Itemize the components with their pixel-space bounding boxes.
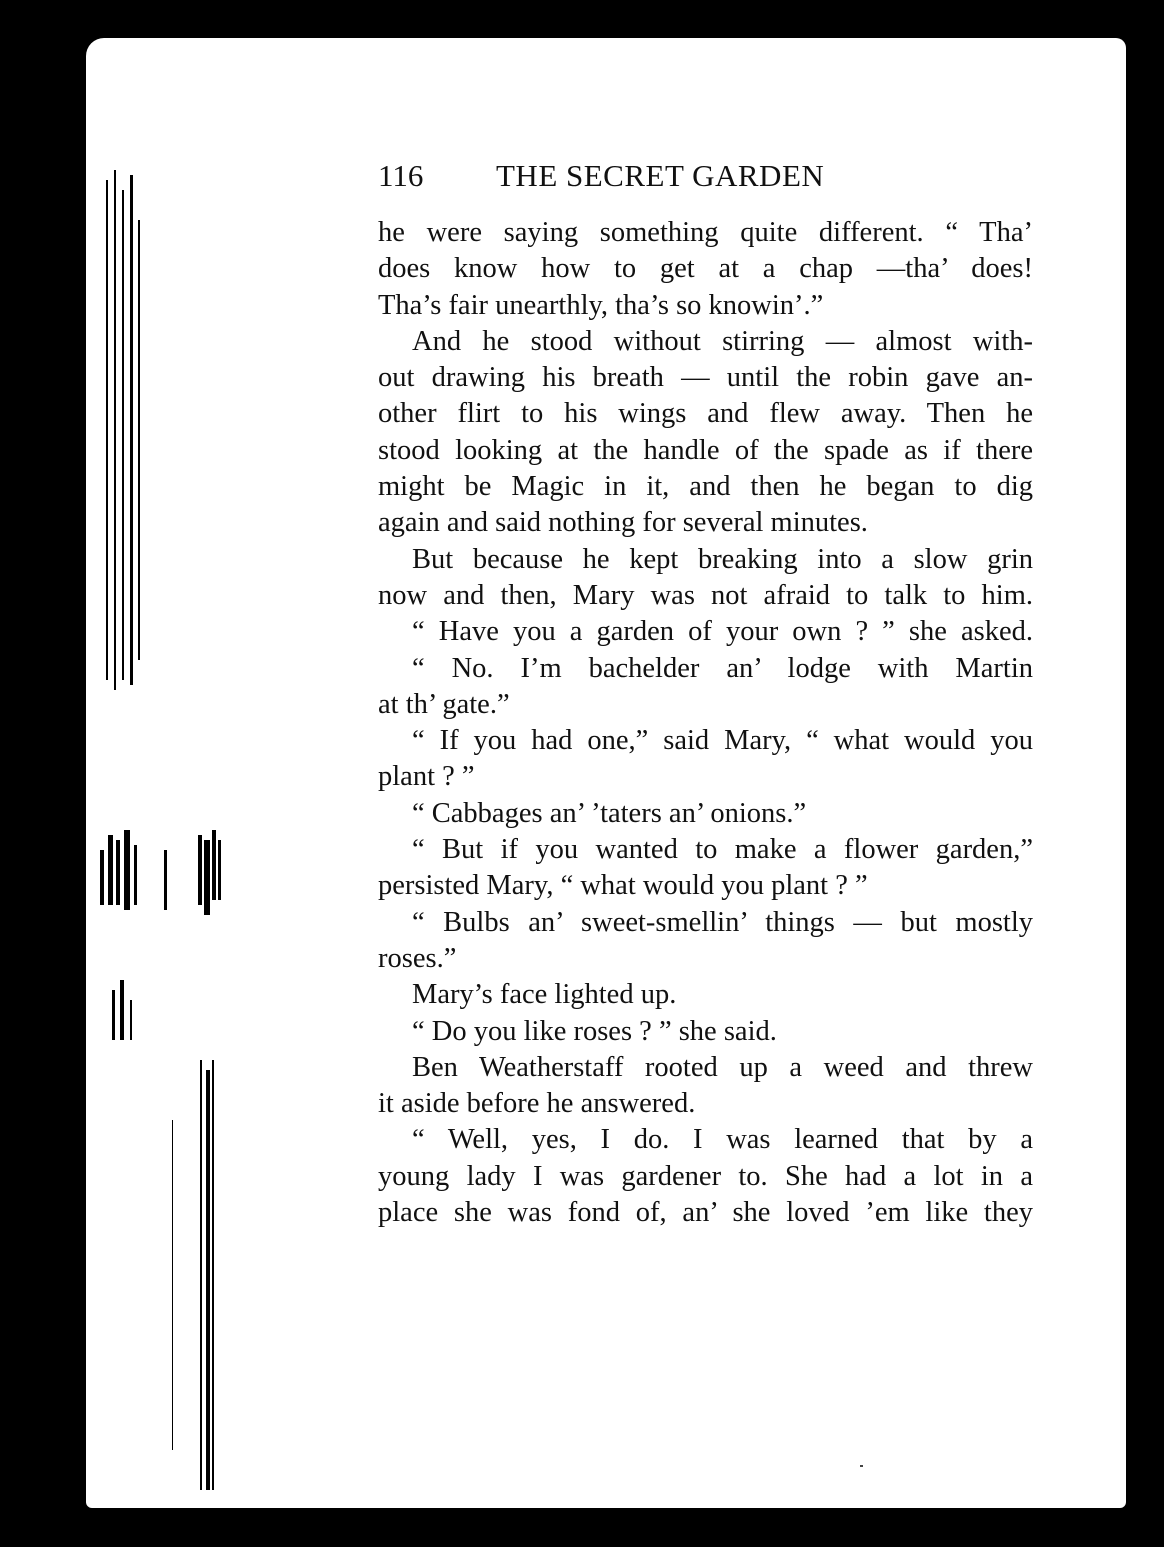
text-line: roses.”: [378, 942, 457, 974]
text-line: he were saying something quite different. “ Tha’: [378, 217, 1033, 248]
text-line: at th’ gate.”: [378, 688, 510, 720]
binding-gutter-marks: [100, 160, 250, 1500]
running-header: [378, 158, 1038, 198]
text-line: now and then, Mary was not afraid to talk to him.: [378, 579, 1033, 611]
text-line: “ If you had one,” said Mary, “ what would you: [412, 725, 1033, 757]
text-line: “ But if you wanted to make a flower garden,”: [412, 834, 1033, 866]
text-line: Mary’s face lighted up.: [412, 979, 677, 1011]
text-line: place she was fond of, an’ she loved ’em like they: [378, 1197, 1033, 1229]
text-line: Ben Weatherstaff rooted up a weed and threw: [412, 1051, 1033, 1083]
running-title: THE SECRET GARDEN: [496, 158, 825, 193]
text-line: “ No. I’m bachelder an’ lodge with Martin: [412, 652, 1033, 684]
text-line: persisted Mary, “ what would you plant ? ”: [378, 870, 868, 902]
body-text: [378, 215, 1033, 1231]
text-line: it aside before he answered.: [378, 1088, 696, 1120]
text-line: “ Bulbs an’ sweet-smellin’ things — but mostly: [412, 906, 1033, 938]
text-line: young lady I was gardener to. She had a lot in a: [378, 1160, 1033, 1192]
text-line: “ Well, yes, I do. I was learned that by a: [412, 1124, 1033, 1156]
scan-speck: [860, 1465, 863, 1467]
text-line: might be Magic in it, and then he began to dig: [378, 471, 1033, 503]
text-line: stood looking at the handle of the spade as if there: [378, 434, 1033, 466]
text-line: Tha’s fair unearthly, tha’s so knowin’.”: [378, 289, 824, 321]
page-number: 116: [378, 158, 424, 193]
text-line: And he stood without stirring — almost with-: [412, 325, 1033, 357]
text-line: out drawing his breath — until the robin gave an-: [378, 362, 1033, 394]
text-line: plant ? ”: [378, 761, 475, 793]
text-line: But because he kept breaking into a slow grin: [412, 543, 1033, 575]
text-line: does know how to get at a chap —tha’ does!: [378, 253, 1033, 285]
text-line: “ Cabbages an’ ’taters an’ onions.”: [412, 797, 807, 829]
text-line: again and said nothing for several minutes.: [378, 507, 868, 539]
text-line: other flirt to his wings and flew away. Then he: [378, 398, 1033, 430]
text-line: “ Have you a garden of your own ? ” she asked.: [412, 616, 1033, 648]
text-line: “ Do you like roses ? ” she said.: [412, 1015, 777, 1047]
